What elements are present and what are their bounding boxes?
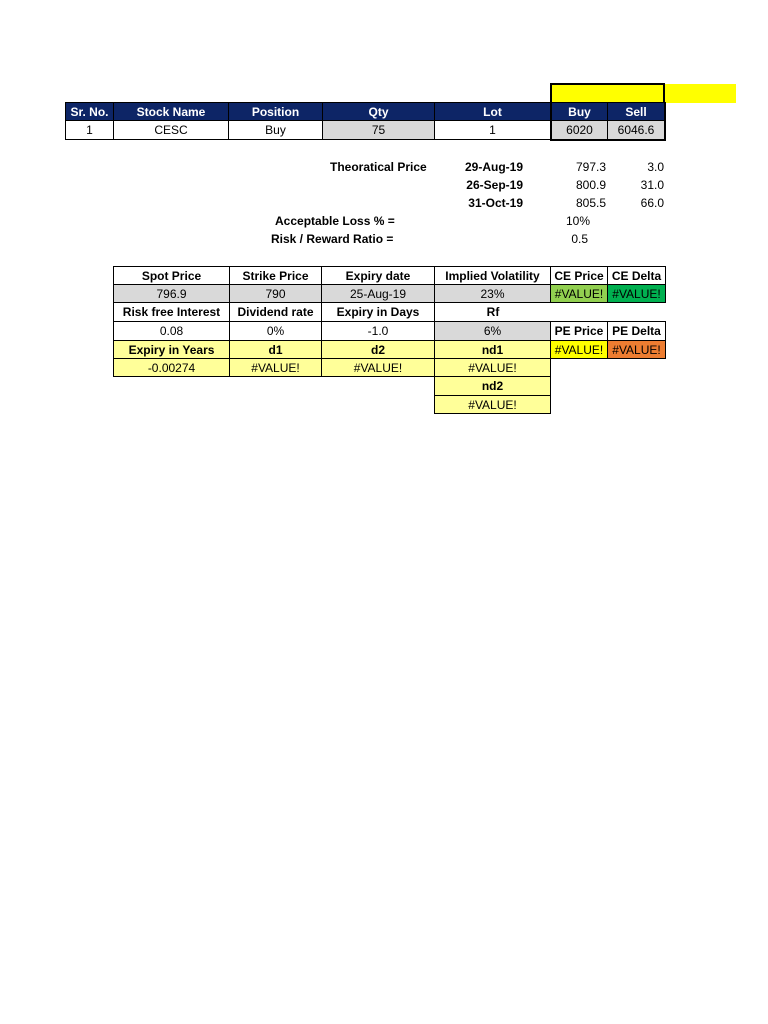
d2-value: #VALUE! xyxy=(321,358,435,377)
label-risk-free-interest: Risk free Interest xyxy=(113,302,230,322)
theoretical-price-label: Theoratical Price xyxy=(330,160,427,174)
label-spot-price: Spot Price xyxy=(113,266,230,285)
theoretical-diff-3: 66.0 xyxy=(640,196,664,210)
acceptable-loss-label: Acceptable Loss % = xyxy=(275,214,395,228)
pe-delta-value: #VALUE! xyxy=(607,340,666,359)
trade-header-buy: Buy xyxy=(550,102,608,121)
label-pe-price: PE Price xyxy=(550,321,608,341)
theoretical-price-3: 805.5 xyxy=(575,196,606,210)
expiry-in-days-value: -1.0 xyxy=(321,321,435,341)
trade-sell[interactable]: 6046.6 xyxy=(607,120,666,141)
risk-reward-label: Risk / Reward Ratio = xyxy=(271,232,394,246)
d1-value: #VALUE! xyxy=(229,358,322,377)
risk-free-interest-value[interactable]: 0.08 xyxy=(113,321,230,341)
ce-price-value: #VALUE! xyxy=(550,284,608,303)
theoretical-date-1: 29-Aug-19 xyxy=(464,160,523,174)
label-expiry-in-days: Expiry in Days xyxy=(321,302,435,322)
theoretical-diff-2: 31.0 xyxy=(640,178,664,192)
acceptable-loss-value: 10% xyxy=(565,214,590,228)
label-d1: d1 xyxy=(229,340,322,359)
label-ce-delta: CE Delta xyxy=(607,266,666,285)
theoretical-date-2: 26-Sep-19 xyxy=(466,178,523,192)
nd2-value: #VALUE! xyxy=(434,395,551,414)
spot-price-value[interactable]: 796.9 xyxy=(113,284,230,303)
trade-header-lot: Lot xyxy=(434,102,551,121)
rf-value[interactable]: 6% xyxy=(434,321,551,341)
label-rf: Rf xyxy=(434,302,551,322)
theoretical-diff-1: 3.0 xyxy=(647,160,664,174)
strike-price-value[interactable]: 790 xyxy=(229,284,322,303)
label-expiry-in-years: Expiry in Years xyxy=(113,340,230,359)
trade-sr-no: 1 xyxy=(65,120,114,140)
theoretical-price-1: 797.3 xyxy=(575,160,606,174)
trade-header-sell: Sell xyxy=(607,102,666,121)
label-pe-delta: PE Delta xyxy=(607,321,666,341)
trade-header-position: Position xyxy=(228,102,323,121)
trade-header-qty: Qty xyxy=(322,102,435,121)
ce-delta-value: #VALUE! xyxy=(607,284,666,303)
label-ce-price: CE Price xyxy=(550,266,608,285)
trade-header-stock-name: Stock Name xyxy=(113,102,229,121)
label-nd2: nd2 xyxy=(434,376,551,396)
trade-position: Buy xyxy=(228,120,323,140)
trade-stock-name: CESC xyxy=(113,120,229,140)
risk-reward-value: 0.5 xyxy=(571,232,588,246)
label-d2: d2 xyxy=(321,340,435,359)
nd1-value: #VALUE! xyxy=(434,358,551,377)
label-expiry-date: Expiry date xyxy=(321,266,435,285)
theoretical-date-3: 31-Oct-19 xyxy=(468,196,523,210)
label-nd1: nd1 xyxy=(434,340,551,359)
theoretical-price-2: 800.9 xyxy=(575,178,606,192)
expiry-in-years-value: -0.00274 xyxy=(113,358,230,377)
highlight-bar-border xyxy=(550,83,665,103)
dividend-rate-value[interactable]: 0% xyxy=(229,321,322,341)
label-dividend-rate: Dividend rate xyxy=(229,302,322,322)
label-implied-volatility: Implied Volatility xyxy=(434,266,551,285)
implied-volatility-value[interactable]: 23% xyxy=(434,284,551,303)
trade-qty[interactable]: 75 xyxy=(322,120,435,140)
label-strike-price: Strike Price xyxy=(229,266,322,285)
trade-header-sr-no: Sr. No. xyxy=(65,102,114,121)
expiry-date-value[interactable]: 25-Aug-19 xyxy=(321,284,435,303)
pe-price-value: #VALUE! xyxy=(550,340,608,359)
trade-buy[interactable]: 6020 xyxy=(550,120,608,141)
trade-lot: 1 xyxy=(434,120,551,140)
